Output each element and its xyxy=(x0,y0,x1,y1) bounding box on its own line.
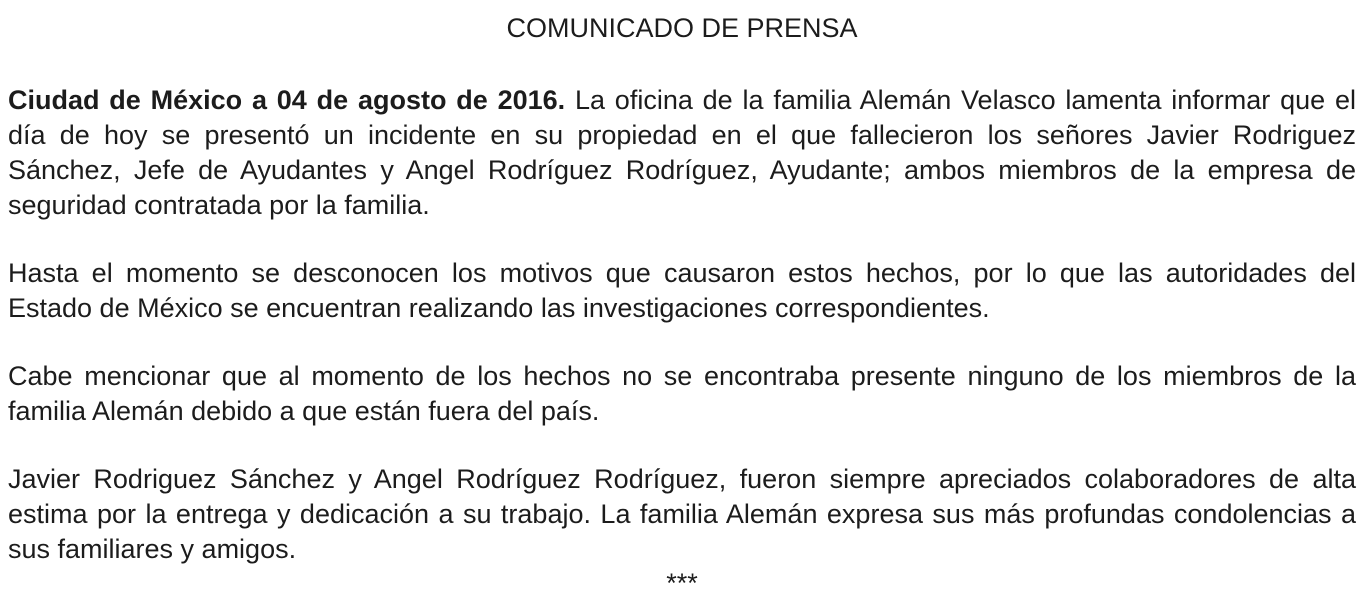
paragraph-investigation: Hasta el momento se desconocen los motivos que causaron estos hechos, por lo que las autoridades del Estado de México se encuentran realizando las investigaciones correspondientes. xyxy=(8,258,1356,323)
paragraph-condolences: Javier Rodriguez Sánchez y Angel Rodríguez Rodríguez, fueron siempre apreciados colaboradores de alta estima por la entrega y dedicación a su trabajo. La familia Alemán expresa sus más profundas condolencias a sus familiares y amigos. xyxy=(8,464,1356,564)
document-title: COMUNICADO DE PRENSA xyxy=(506,13,858,43)
paragraph-family-absent: Cabe mencionar que al momento de los hechos no se encontraba presente ninguno de los miembros de la familia Alemán debido a que están fuera del país. xyxy=(8,361,1356,426)
paragraph-dateline xyxy=(8,83,1356,223)
end-of-release-mark: *** xyxy=(666,568,698,598)
paragraph-dateline-text: La oficina de la familia Alemán Velasco lamenta informar que el día de hoy se presentó un incidente en su propiedad en el que fallecieron los señores Javier Rodriguez Sánchez, Jefe de Ayudantes y Angel Rodríguez Rodríguez, Ayudante; ambos miembros de la empresa de seguridad contratada por la familia. xyxy=(8,85,1356,220)
dateline-bold: Ciudad de México a 04 de agosto de 2016. xyxy=(8,85,566,115)
press-release-document xyxy=(0,13,1364,598)
